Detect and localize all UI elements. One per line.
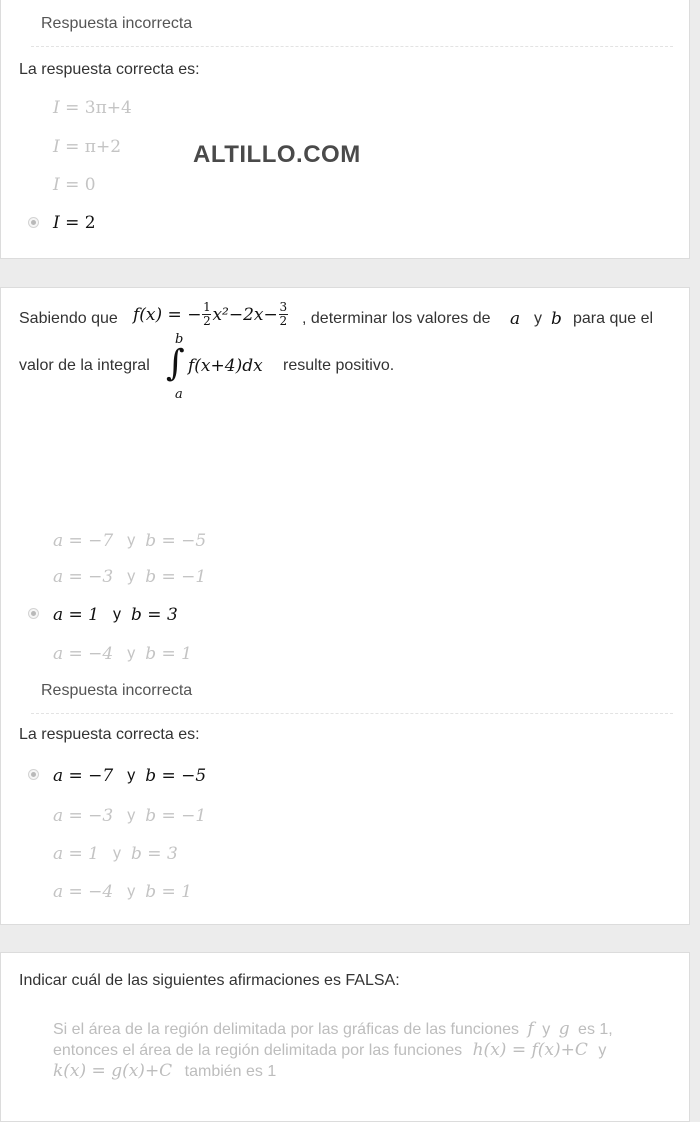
correct-option: a = −7 y b = −5 [53, 766, 207, 786]
selected-option[interactable]: a = 1 y b = 3 [53, 605, 178, 625]
option-item: a = −3 y b = −1 [53, 567, 207, 587]
divider [31, 713, 673, 714]
question-card-2 [0, 287, 690, 925]
variable-b: b [551, 309, 562, 329]
option-item: a = −7 y b = −5 [53, 531, 207, 551]
integrand: f(x+4)dx [188, 356, 263, 376]
question-card-3 [0, 952, 690, 1122]
question-prompt-end: para que el [573, 310, 654, 327]
question-prompt-line2: valor de la integral [19, 357, 150, 374]
option-item: Si el área de la región delimitada por las gráficas de las funciones f y g es 1, entonces el área de la región delimitada por las funciones h(x) = f(x)+C y k(x) = g(x)+C también es 1 [53, 1019, 613, 1081]
correct-option: I = 2 [53, 213, 96, 233]
question-prompt-mid: , determinar los valores de [302, 310, 491, 327]
question-prompt-line2-end: resulte positivo. [283, 357, 395, 374]
question-prompt-start: Sabiendo que [19, 310, 118, 327]
conjunction: y [534, 310, 542, 327]
option-item: I = 0 [53, 175, 96, 195]
variable-a: a [510, 309, 521, 329]
option-item: I = π+2 [53, 137, 122, 157]
option-item: a = −4 y b = 1 [53, 644, 192, 664]
option-item: a = −4 y b = 1 [53, 882, 192, 902]
correct-answer-intro: La respuesta correcta es: [19, 61, 200, 78]
radio-button-checked[interactable] [28, 608, 39, 619]
option-item: I = 3π+4 [53, 98, 132, 118]
radio-button-checked[interactable] [28, 217, 39, 228]
watermark-text: ALTILLO.COM [193, 141, 361, 168]
function-definition: f(x) = − $\frac{1}{2}$ x²−2x− $\frac{3}{2}$ [133, 300, 288, 328]
integral-sign: ∫ [166, 343, 185, 384]
question-card-1 [0, 0, 690, 259]
feedback-status: Respuesta incorrecta [41, 682, 193, 699]
question-prompt: Indicar cuál de las siguientes afirmaciones es FALSA: [19, 972, 400, 989]
integral-lower-limit: a [175, 387, 183, 402]
radio-button-checked[interactable] [28, 769, 39, 780]
option-item: a = 1 y b = 3 [53, 844, 178, 864]
option-item: a = −3 y b = −1 [53, 806, 207, 826]
correct-answer-intro: La respuesta correcta es: [19, 726, 200, 743]
divider [31, 46, 673, 47]
integral-upper-limit: b [175, 332, 184, 347]
feedback-status: Respuesta incorrecta [41, 15, 193, 32]
